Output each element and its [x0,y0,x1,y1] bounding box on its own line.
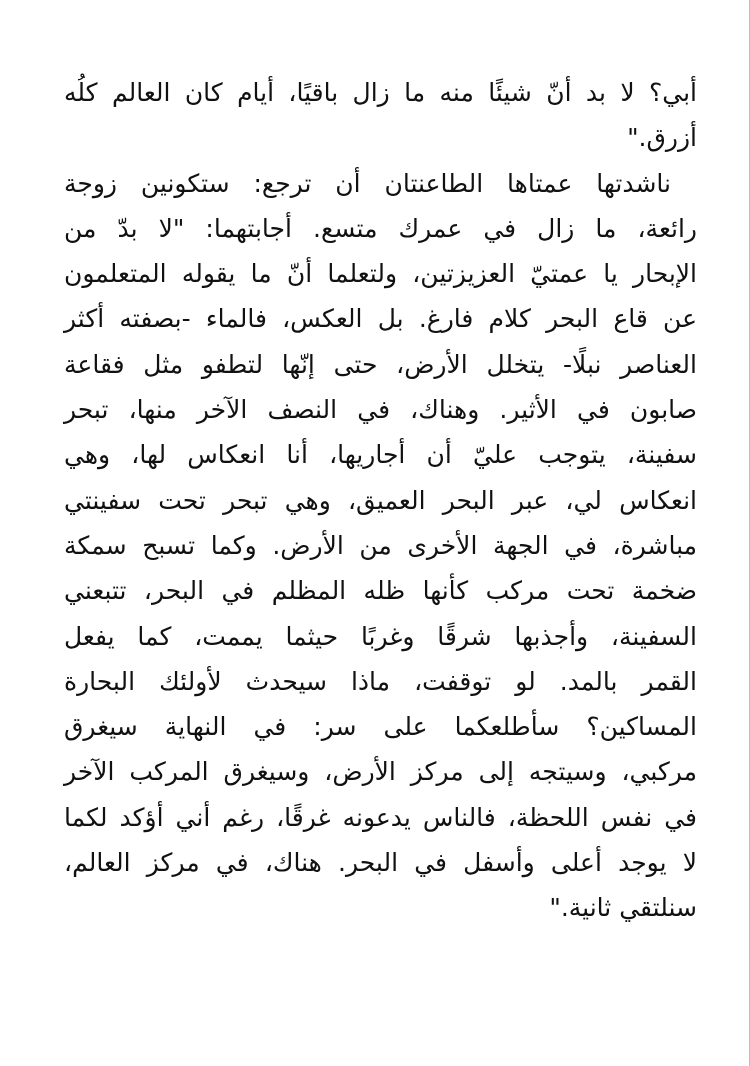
text-line: المساكين؟ سأطلعكما على سر: في النهاية سيغرق [64,712,697,742]
text-line: العناصر نبلًا- يتخلل الأرض، حتى إنّها لتطفو مثل فقاعة [64,349,697,379]
text-line: ضخمة تحت مركب كأنها ظله المظلم في البحر، تتبعني [64,576,697,606]
text-line: القمر بالمد. لو توقفت، ماذا سيحدث لأولئك البحارة [64,666,697,696]
text-line: رائعة، ما زال في عمرك متسع. أجابتهما: "لا بدّ من [64,213,697,243]
text-line: لا يوجد أعلى وأسفل في البحر. هناك، في مركز العالم، [64,848,697,878]
text-line: ناشدتها عمتاها الطاعنتان أن ترجع: ستكونين زوجة [64,168,671,198]
text-line: الإبحار يا عمتيّ العزيزتين، ولتعلما أنّ ما يقوله المتعلمون [64,259,697,289]
text-line: عن قاع البحر كلام فارغ. بل العكس، فالماء -بصفته أكثر [64,304,697,334]
text-line: سفينة، يتوجب عليّ أن أجاريها، أنا انعكاس لها، وهي [64,440,697,470]
text-line: مركبي، وسيتجه إلى مركز الأرض، وسيغرق المركب الآخر [64,757,697,787]
text-line: في نفس اللحظة، فالناس يدعونه غرقًا، رغم أني أؤكد لكما [64,802,697,832]
text-line: أبي؟ لا بد أنّ شيئًا منه ما زال باقيًا، أيام كان العالم كلُه [64,78,697,107]
text-line: انعكاس لي، عبر البحر العميق، وهي تبحر تحت سفينتي [64,485,697,515]
text-line: مباشرة، في الجهة الأخرى من الأرض. وكما تسبح سمكة [64,530,697,560]
text-line: السفينة، وأجذبها شرقًا وغربًا حيثما يممت، كما يفعل [64,621,697,651]
text-line: صابون في الأثير. وهناك، في النصف الآخر منها، تبحر [64,395,697,425]
text-line: سنلتقي ثانية." [549,893,697,923]
page-body-text [64,70,697,931]
text-line: أزرق." [627,123,697,153]
